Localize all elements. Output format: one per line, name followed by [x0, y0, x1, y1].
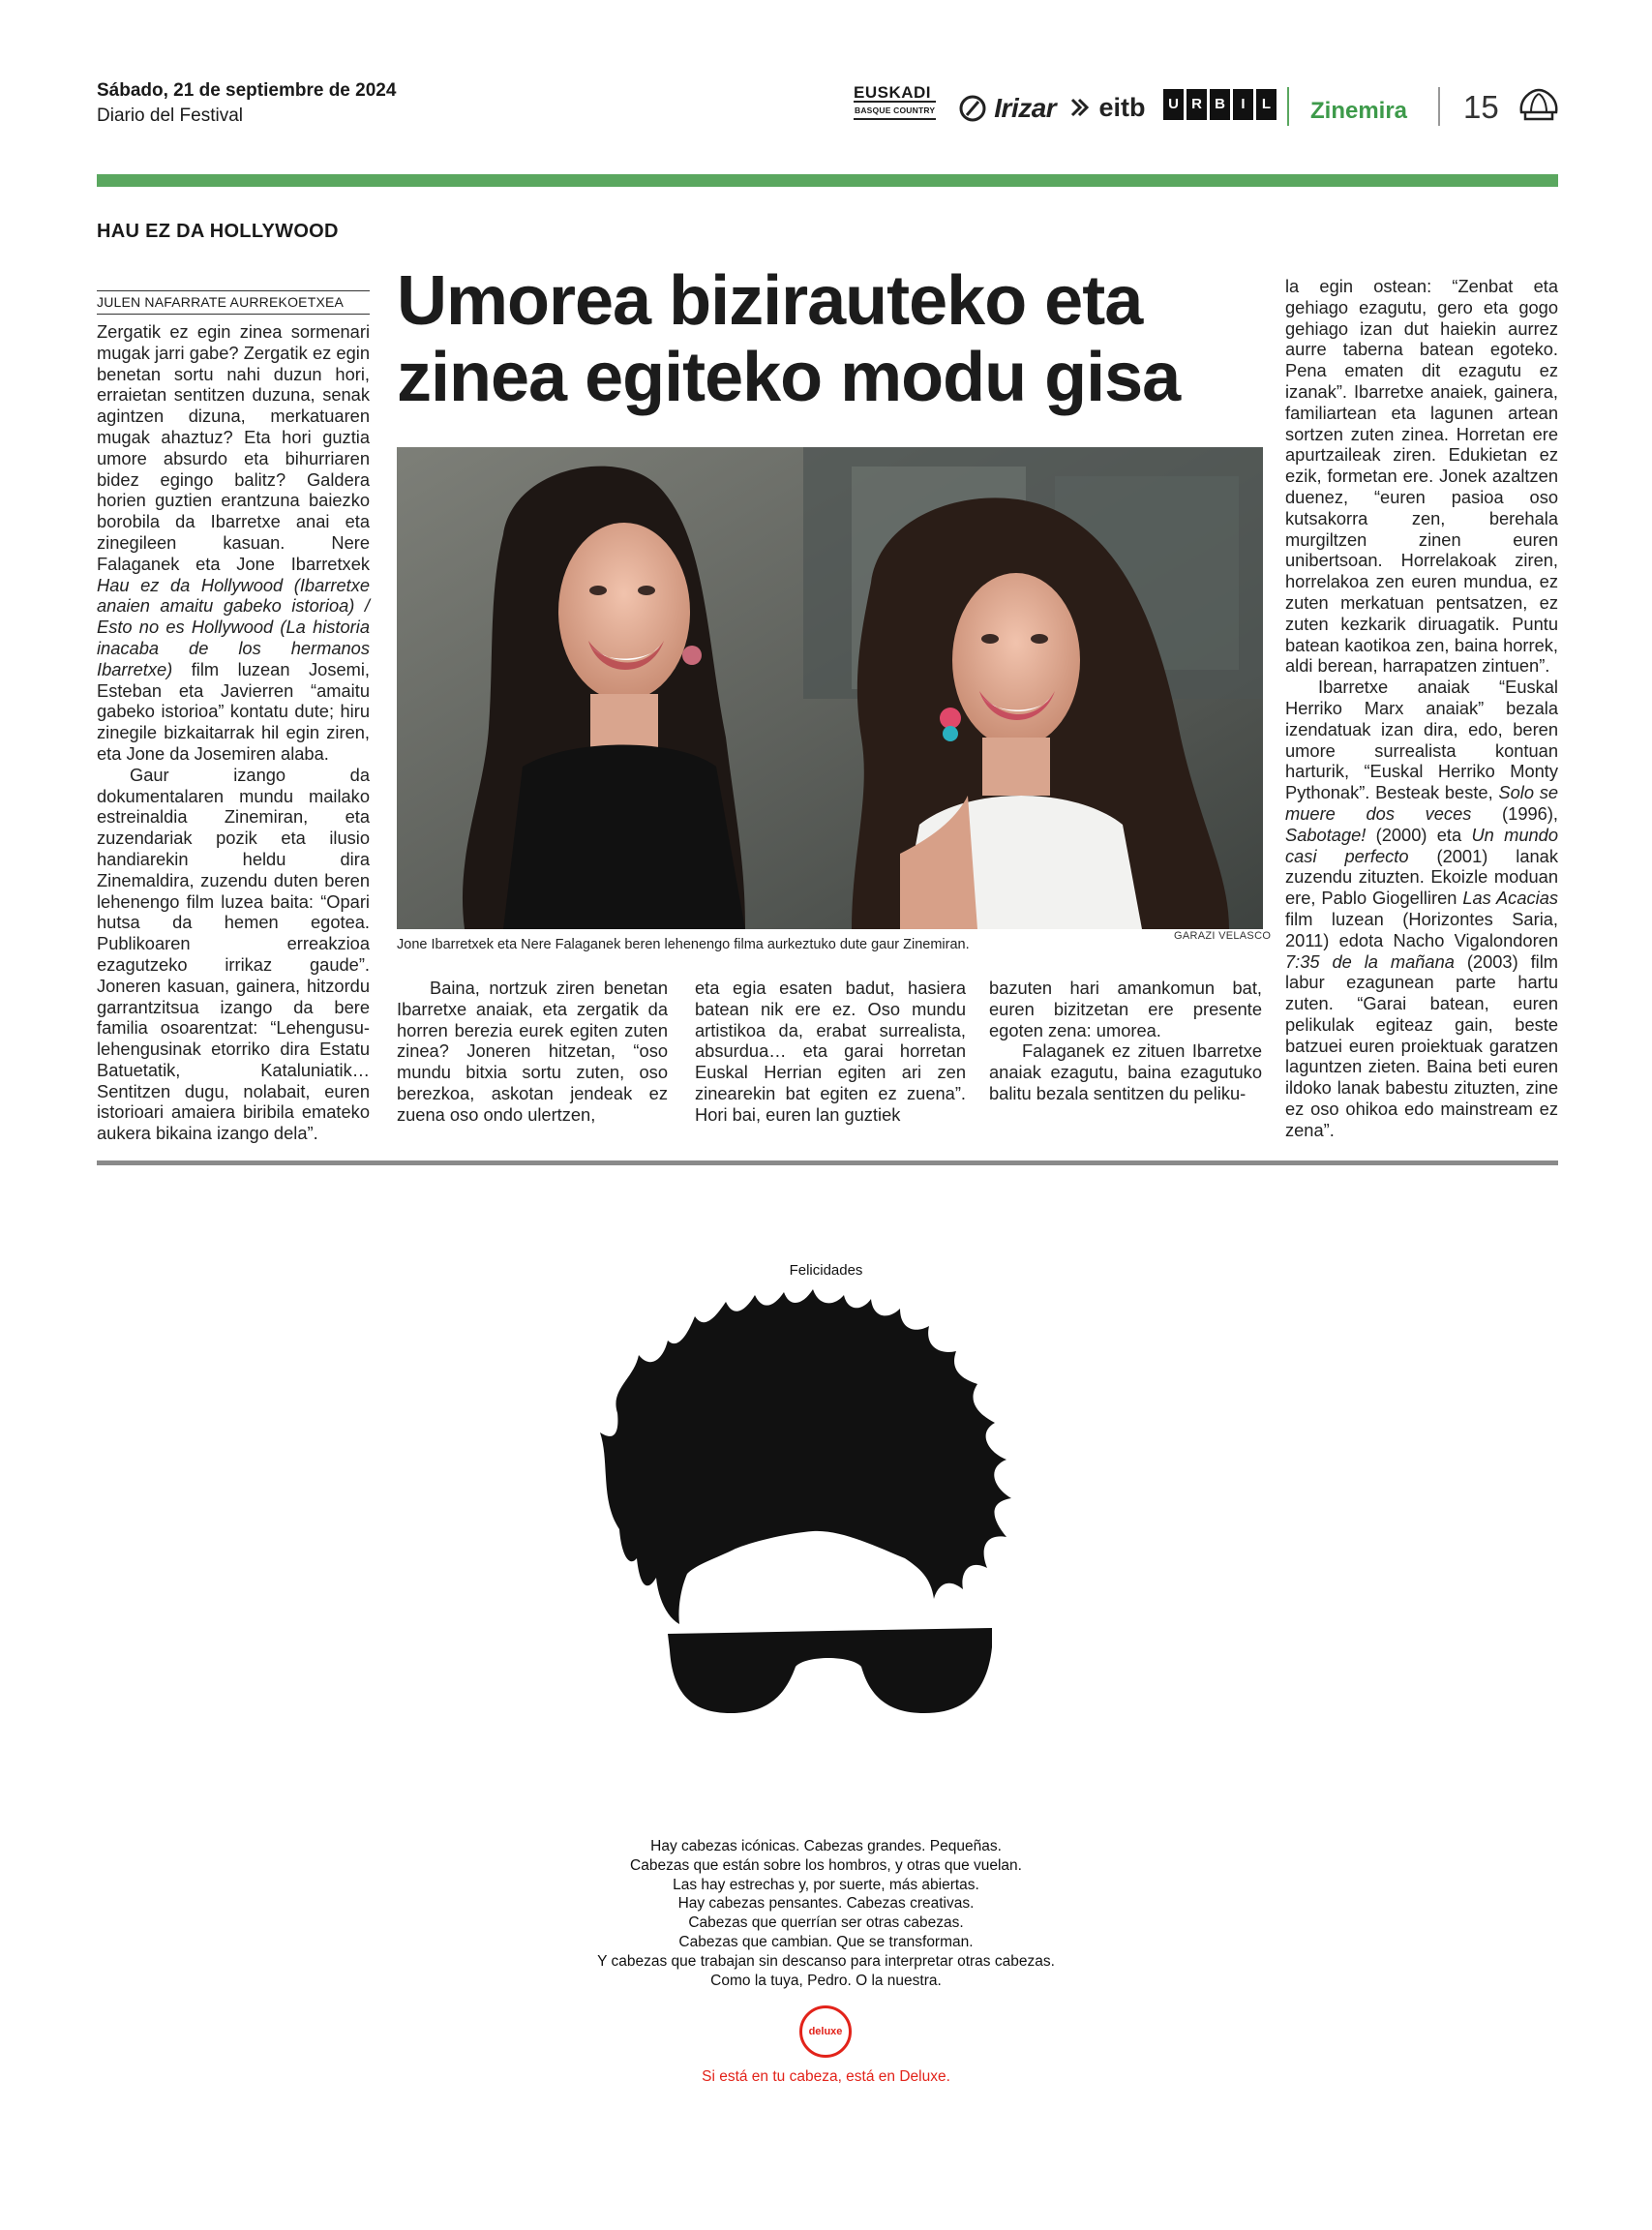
- film-title: Hau ez da Hollywood (Ibarretxe anaien amaitu gabeko istorioa) / Esto no es Hollywood (La historia inacaba de los hermanos Ibarretxe): [97, 574, 370, 679]
- photo-caption: Jone Ibarretxek eta Nere Falaganek beren lehenengo filma aurkeztuko dute gaur Zinemiran.: [397, 937, 970, 952]
- article-column-3: [695, 978, 966, 1126]
- header-divider: [1287, 87, 1289, 126]
- ad-copy-line: Las hay estrechas y, por suerte, más abiertas.: [673, 1876, 979, 1893]
- ad-copy-line: Y cabezas que trabajan sin descanso para interpretar otras cabezas.: [597, 1952, 1055, 1970]
- text-run: (2001) lanak zuzendu zituzten. Ekoizle moduan ere, Pablo Giogelliren: [1285, 845, 1558, 909]
- article-kicker: HAU EZ DA HOLLYWOOD: [97, 221, 339, 242]
- text-run: (1996),: [1471, 802, 1558, 824]
- ad-copy-line: Hay cabezas icónicas. Cabezas grandes. Pequeñas.: [650, 1838, 1002, 1854]
- article-photo: [397, 447, 1263, 929]
- eitb-logo: [1070, 93, 1146, 123]
- section-label: Zinemira: [1310, 98, 1408, 124]
- paragraph: eta egia esaten badut, hasiera batean nik ere ez. Oso mundu artistikoa da, erabat surrealista, absurdua… eta garai horretan Euskal Herrian egiten ari zen zinearekin bat egiten ez zuena”. Hori bai, euren lan guztiek: [695, 978, 966, 1125]
- urbil-letter: R: [1186, 89, 1207, 120]
- page-number: 15: [1463, 89, 1499, 125]
- article-column-5: [1285, 276, 1558, 1141]
- text-run: (2000) eta: [1366, 824, 1472, 845]
- film-title: Sabotage!: [1285, 824, 1367, 845]
- article-column-1: [97, 321, 370, 1144]
- film-title: Las Acacias: [1462, 888, 1559, 909]
- urbil-letter: B: [1210, 89, 1230, 120]
- text-run: Zergatik ez egin zinea sormenari mugak jarri gabe? Zergatik ez egin benetan sortu nahi duzun hori, erraietan sentitzen duzuna, senak agintzen dizuna, merkatuaren mugak ahaztuz? Eta hori guztia umore absurdo eta bihurriaren bidez egingo balitz? Galdera horien guztien erantzuna baiezko borobila da Ibarretxe anai eta zinegileen kasuan. Nere Falaganek eta Jone Ibarretxek: [97, 321, 370, 574]
- ad-slogan: Si está en tu cabeza, está en Deluxe.: [702, 2068, 950, 2085]
- headline-line: zinea egiteko modu gisa: [397, 339, 1181, 416]
- paragraph: Falaganek ez zituen Ibarretxe anaiak ezagutu, baina ezagutuko balitu bezala sentitzen du peliku-: [989, 1040, 1262, 1103]
- euskadi-logo: [854, 85, 941, 120]
- issue-date: Sábado, 21 de septiembre de 2024: [97, 80, 397, 101]
- publication-name: Diario del Festival: [97, 105, 243, 126]
- photo-credit: GARAZI VELASCO: [1174, 930, 1272, 942]
- paragraph: bazuten hari amankomun bat, euren bizitzetan ere presente egoten zena: umorea.: [989, 978, 1262, 1040]
- euskadi-logo-subtext: BASQUE COUNTRY: [854, 101, 936, 120]
- article-column-2: [397, 978, 668, 1126]
- film-title: Un mundo casi perfecto: [1285, 824, 1558, 866]
- paragraph: la egin ostean: “Zenbat eta gehiago ezagutu, gero eta gogo gehiago izan dut haiekin aurrez aurre taberna batean egoteko. Pena ematen dit ezagutu ez izanak”. Ibarretxe anaiek, gainera, familiartean eta lagunen artean sortzen zuten zinea. Horretan ere apurtzaileak ziren. Edukietan ez ezik, formetan ere. Jonek azaltzen duenez, “euren pasioa oso kutsakorra zen, berehala murgiltzen zinen euren unibertsoan. Horrelakoak ziren, horrelakoa zen euren mundua, ez zuten merkatuan pentsatzen, ez zuten kezkarik diruagatik. Puntu batean kaotikoa zen, baina horrek, aldi berean, harrapatzen zintuen”.: [1285, 276, 1558, 677]
- irizar-logo-text: Irizar: [994, 93, 1057, 123]
- urbil-letter: U: [1163, 89, 1184, 120]
- paragraph: [97, 321, 370, 765]
- article-column-4: [989, 978, 1262, 1104]
- irizar-logo: [958, 93, 1056, 124]
- ad-copy-line: Cabezas que están sobre los hombros, y otras que vuelan.: [630, 1856, 1022, 1874]
- article-headline: [397, 263, 1268, 416]
- article-byline: JULEN NAFARRATE AURREKOETXEA: [97, 290, 370, 315]
- ad-copy: [0, 1837, 1652, 1990]
- headline-line: Umorea bizirauteko eta: [397, 262, 1143, 340]
- deluxe-logo: deluxe: [799, 2005, 852, 2058]
- paragraph: Baina, nortzuk ziren benetan Ibarretxe anaiak, eta zergatik da horren berezia eurek egiten zuten zinea? Joneren hitzetan, “oso mundu bitxia sortu zuten, oso berezkoa, askotan jendeak ez zuena oso ondo ulertzen,: [397, 978, 668, 1125]
- text-run: (2003) film labur ezagunean parte hartu zuten. “Garai batean, euren pelikulak egiteaz gain, beste batzuei euren proiektuak garatzen laguntzen zieten. Baina beti euren ildoko lanak babestu zituzten, zine ez oso ohikoa edo mainstream ez zena”.: [1285, 950, 1558, 1140]
- ad-copy-line: Cabezas que cambian. Que se transforman.: [678, 1933, 974, 1950]
- text-run: Ibarretxe anaiak “Euskal Herriko Marx anaiak” bezala izendatuak izan dira, edo, beren umore surrealista kontuan harturik, “Euskal Herriko Monty Pythonak”. Besteak beste,: [1285, 677, 1558, 803]
- ad-title: Felicidades: [789, 1262, 863, 1279]
- eitb-mark-icon: [1070, 96, 1092, 119]
- ad-separator-rule: [97, 1160, 1558, 1165]
- ad-copy-line: Como la tuya, Pedro. O la nuestra.: [710, 1972, 942, 1989]
- film-title: Solo se muere dos veces: [1285, 782, 1558, 824]
- photo-two-women-smiling: [397, 447, 1263, 929]
- header-divider: [1438, 87, 1440, 126]
- euskadi-logo-text: EUSKADI: [854, 83, 932, 102]
- urbil-logo: [1163, 89, 1277, 120]
- shell-icon: [1517, 87, 1560, 124]
- ad-copy-line: Hay cabezas pensantes. Cabezas creativas.: [677, 1895, 975, 1913]
- section-color-bar: [97, 174, 1558, 187]
- urbil-letter: L: [1256, 89, 1277, 120]
- hair-and-sunglasses-illustration: [581, 1287, 1065, 1723]
- text-run: film luzean Josemi, Esteban eta Javierren “amaitu gabeko istorioa” kontatu dute; hiru zinegile bizkaitarrak hil egin ziren, eta Jone da Josemiren alaba.: [97, 658, 370, 764]
- urbil-letter: I: [1233, 89, 1253, 120]
- irizar-mark-icon: [958, 94, 987, 123]
- paragraph: [1285, 677, 1558, 1141]
- paragraph: Gaur izango da dokumentalaren mundu mailako estreinaldia Zinemiran, eta zuzendariak pozik eta ilusio handiarekin heldu dira Zinemaldira, zuzendu duten beren lehenengo film luzea baita: “Opari hutsa da hemen egotea. Publikoaren erreakzioa ezagutzeko irrikaz gaude”. Joneren kasuan, gainera, hitzordu garrantzitsua izango da bere familia osoarentzat: “Lehengusu-lehengusinak etorriko dira Estatu Batuetatik, Kataluniatik… Sentitzen dugu, nolabait, euren istorioari amaiera biribila emateko aukera bikaina izango dela”.: [97, 764, 370, 1144]
- film-title: 7:35 de la mañana: [1285, 950, 1455, 972]
- text-run: film luzean (Horizontes Saria, 2011) edota Nacho Vigalondoren: [1285, 908, 1558, 950]
- eitb-logo-text: eitb: [1098, 93, 1146, 122]
- ad-copy-line: Cabezas que querrían ser otras cabezas.: [688, 1914, 964, 1932]
